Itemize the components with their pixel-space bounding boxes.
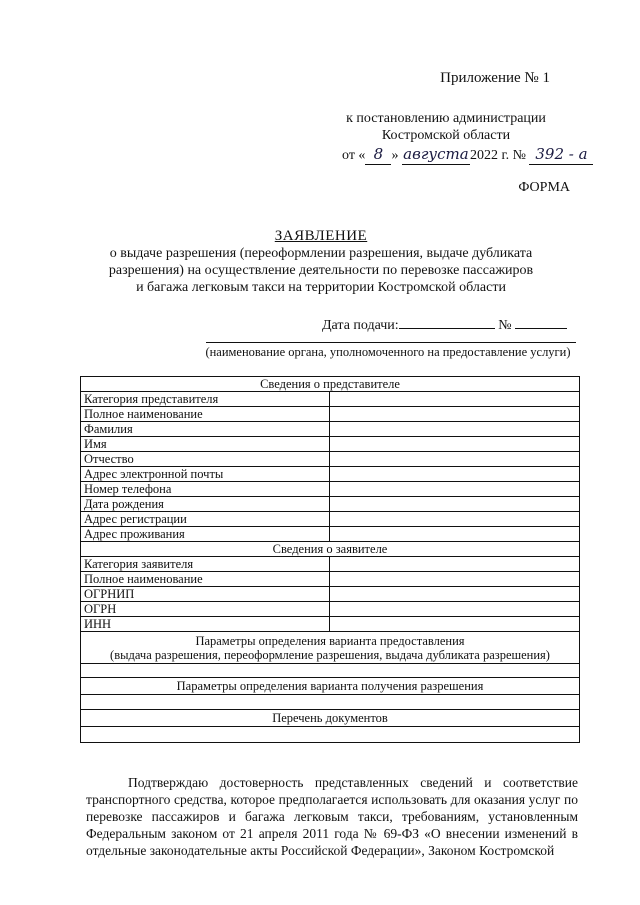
table-row — [81, 497, 580, 512]
row-value-field[interactable] — [330, 617, 580, 632]
row-value-field[interactable] — [330, 392, 580, 407]
variant-header-text: Параметры определения варианта предоставления — [195, 634, 465, 648]
table-row — [81, 664, 580, 678]
table-row — [81, 437, 580, 452]
title-line-1: о выдаче разрешения (переоформлении разрешения, выдаче дубликата — [109, 246, 533, 261]
table-row — [81, 695, 580, 710]
row-label: ОГРН — [81, 602, 330, 617]
date-month: августа — [403, 145, 469, 163]
permit-variant-section-header: Параметры определения варианта получения разрешения — [81, 678, 580, 695]
region-line: Костромской области — [381, 128, 511, 143]
documents-section-header: Перечень документов — [81, 710, 580, 727]
row-value-field[interactable] — [330, 557, 580, 572]
row-value-field[interactable] — [330, 497, 580, 512]
submission-number-field[interactable] — [515, 314, 567, 329]
authority-field[interactable] — [206, 342, 576, 343]
row-value-field[interactable] — [330, 422, 580, 437]
table-row — [81, 727, 580, 743]
row-label: Категория заявителя — [81, 557, 330, 572]
row-value-field[interactable] — [330, 437, 580, 452]
row-value-field[interactable] — [330, 407, 580, 422]
row-value-field[interactable] — [330, 452, 580, 467]
applicant-section-header: Сведения о заявителе — [81, 542, 580, 557]
submission-line — [322, 314, 567, 334]
doc-number: 392 - а — [529, 144, 593, 165]
row-label: Адрес проживания — [81, 527, 330, 542]
row-label: ИНН — [81, 617, 330, 632]
table-row — [81, 587, 580, 602]
row-value-field[interactable] — [330, 512, 580, 527]
date-year: 2022 г. № — [469, 148, 526, 163]
application-title — [80, 228, 562, 296]
row-value-field[interactable] — [330, 602, 580, 617]
appendix-label: Приложение № 1 — [440, 70, 550, 86]
confirmation-paragraph: Подтверждаю достоверность представленных сведений и соответствие транспортного средства, которое предполагается использовать для оказания услуг по перевозке пассажиров и багажа легковым такси, требованиям, установленным Федеральным законом от 21 апреля 2011 года № 69-ФЗ «О внесении изменений в отдельные законодательные акты Российской Федерации», Законом Костромской — [86, 775, 578, 858]
row-label: Адрес электронной почты — [81, 467, 330, 482]
table-row — [81, 512, 580, 527]
row-value-field[interactable] — [330, 467, 580, 482]
row-value-field[interactable] — [330, 587, 580, 602]
submission-date-field[interactable] — [399, 314, 495, 329]
table-row — [81, 572, 580, 587]
title-line-3: и багажа легковым такси на территории Костромской области — [136, 280, 506, 295]
row-label: ОГРНИП — [81, 587, 330, 602]
row-label: Отчество — [81, 452, 330, 467]
resolution-date-line — [342, 144, 593, 166]
title-heading: ЗАЯВЛЕНИЕ — [274, 228, 368, 244]
variant-section-header — [81, 632, 580, 664]
table-row — [81, 527, 580, 542]
row-label: Категория представителя — [81, 392, 330, 407]
table-row — [81, 557, 580, 572]
table-row — [81, 422, 580, 437]
table-row — [81, 407, 580, 422]
permit-variant-value-field[interactable] — [81, 695, 580, 710]
variant-subheader-text: (выдача разрешения, переоформление разрешения, выдача дубликата разрешения) — [110, 648, 550, 662]
row-label: Адрес регистрации — [81, 512, 330, 527]
submission-date-label: Дата подачи: — [322, 318, 399, 333]
date-prefix: от « — [342, 148, 366, 163]
row-value-field[interactable] — [330, 482, 580, 497]
resolution-reference — [330, 110, 562, 144]
row-label: Имя — [81, 437, 330, 452]
resolution-line: к постановлению администрации — [346, 111, 546, 126]
table-row — [81, 617, 580, 632]
variant-value-field[interactable] — [81, 664, 580, 678]
authority-caption: (наименование органа, уполномоченного на предоставление услуги) — [205, 345, 571, 359]
submission-number-label: № — [498, 318, 512, 333]
form-label: ФОРМА — [518, 180, 570, 195]
title-line-2: разрешения) на осуществление деятельности по перевозке пассажиров — [108, 263, 534, 278]
application-form-table — [80, 376, 580, 743]
row-label: Полное наименование — [81, 572, 330, 587]
table-row — [81, 602, 580, 617]
table-row — [81, 392, 580, 407]
row-label: Номер телефона — [81, 482, 330, 497]
representative-section-header: Сведения о представителе — [81, 377, 580, 392]
date-day: 8 — [365, 144, 391, 165]
documents-value-field[interactable] — [81, 727, 580, 743]
table-row — [81, 452, 580, 467]
row-value-field[interactable] — [330, 572, 580, 587]
table-row — [81, 482, 580, 497]
row-label: Полное наименование — [81, 407, 330, 422]
row-label: Дата рождения — [81, 497, 330, 512]
table-row — [81, 467, 580, 482]
row-label: Фамилия — [81, 422, 330, 437]
date-mid: » — [391, 148, 399, 163]
row-value-field[interactable] — [330, 527, 580, 542]
